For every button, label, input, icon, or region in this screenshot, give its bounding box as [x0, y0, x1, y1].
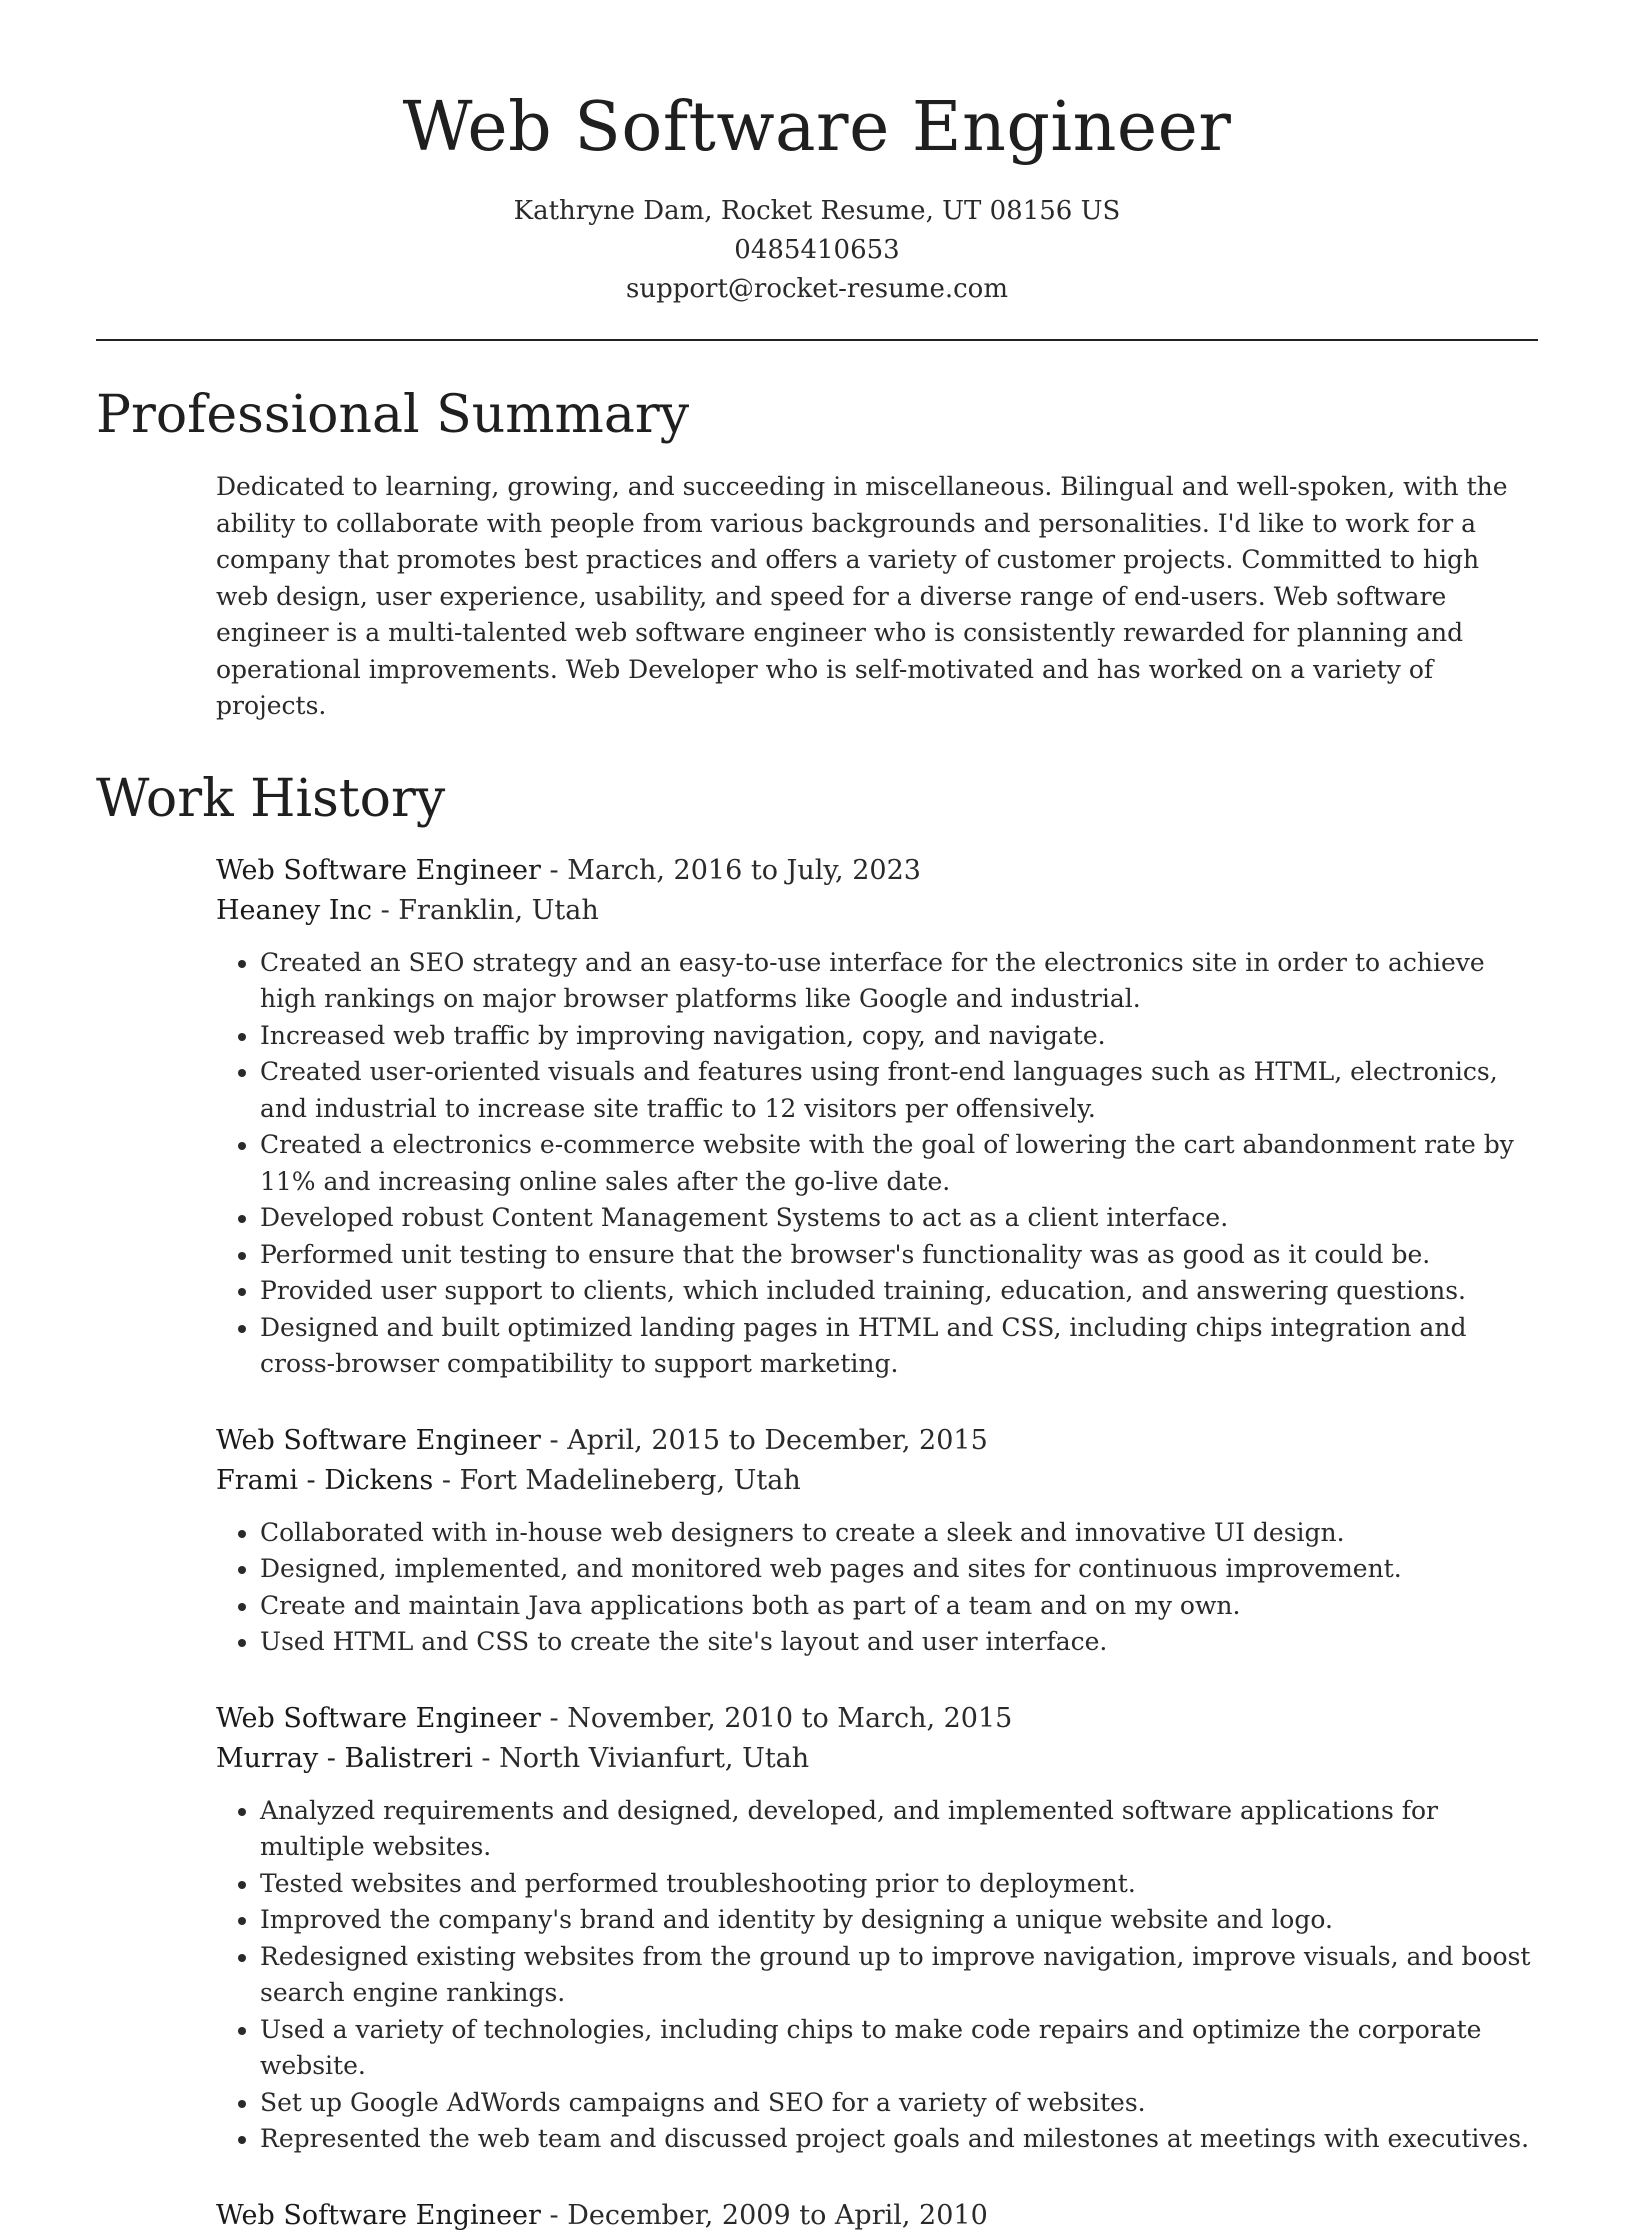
job-dates: - December, 2009 to April, 2010	[540, 2199, 988, 2231]
page-title: Web Software Engineer	[402, 88, 1232, 167]
summary-heading: Professional Summary	[96, 385, 690, 445]
job-entry	[216, 1699, 1538, 2158]
job-company-line	[216, 1739, 1538, 1779]
job-title: Web Software Engineer	[216, 854, 541, 886]
job-entry	[216, 851, 1538, 1383]
job-company-line	[216, 1461, 1538, 1501]
job-bullet: • Used HTML and CSS to create the site's layout and user interface.	[260, 1624, 1538, 1661]
job-company: Frami - Dickens	[216, 1464, 434, 1496]
job-bullet: • Create and maintain Java applications both as part of a team and on my own.	[260, 1588, 1538, 1625]
job-title: Web Software Engineer	[216, 1702, 541, 1734]
job-bullet: • Improved the company's brand and identity by designing a unique website and logo.	[260, 1902, 1538, 1939]
job-company: Murray - Balistreri	[216, 1742, 473, 1774]
job-title: Web Software Engineer	[216, 1424, 541, 1456]
job-bullet: • Developed robust Content Management Systems to act as a client interface.	[260, 1200, 1538, 1237]
contact-phone: 0485410653	[734, 235, 900, 265]
job-location: - Franklin, Utah	[372, 894, 599, 926]
job-bullet: • Created a electronics e-commerce website with the goal of lowering the cart abandonment rate by 11% and increasing online sales after the go-live date.	[260, 1127, 1538, 1200]
job-company: Heaney Inc	[216, 894, 373, 926]
job-bullet: • Represented the web team and discussed project goals and milestones at meetings with executives.	[260, 2121, 1538, 2158]
job-dates: - March, 2016 to July, 2023	[540, 854, 921, 886]
job-bullets	[216, 1793, 1538, 2158]
job-bullet: • Created an SEO strategy and an easy-to-use interface for the electronics site in order to achieve high rankings on major browser platforms like Google and industrial.	[260, 945, 1538, 1018]
job-bullets	[216, 1515, 1538, 1661]
job-bullet: • Performed unit testing to ensure that the browser's functionality was as good as it could be.	[260, 1237, 1538, 1274]
contact-address: Kathryne Dam, Rocket Resume, UT 08156 US	[513, 196, 1121, 226]
job-location: - Fort Madelineberg, Utah	[433, 1464, 801, 1496]
job-title: Web Software Engineer	[216, 2199, 541, 2231]
job-bullet: • Analyzed requirements and designed, developed, and implemented software applications for multiple websites.	[260, 1793, 1538, 1866]
work-history-section	[96, 767, 1538, 2236]
job-bullet: • Increased web traffic by improving navigation, copy, and navigate.	[260, 1018, 1538, 1055]
job-bullet: • Tested websites and performed troubleshooting prior to deployment.	[260, 1866, 1538, 1903]
job-dates: - November, 2010 to March, 2015	[540, 1702, 1013, 1734]
job-title-line	[216, 1699, 1538, 1739]
job-bullet: • Collaborated with in-house web designers to create a sleek and innovative UI design.	[260, 1515, 1538, 1552]
header-divider	[96, 339, 1538, 341]
job-entry	[216, 2196, 1538, 2236]
job-entry	[216, 1421, 1538, 1661]
job-company-line	[216, 891, 1538, 931]
summary-text: Dedicated to learning, growing, and succeeding in miscellaneous. Bilingual and well-spoken, with the ability to collaborate with people from various backgrounds and personalities. I'd like to work for a company that promotes best practices and offers a variety of customer projects. Committed to high web design, user experience, usability, and speed for a diverse range of end-users. Web software engineer is a multi-talented web software engineer who is consistently rewarded for planning and operational improvements. Web Developer who is self-motivated and has worked on a variety of projects.	[216, 472, 1508, 720]
work-history-heading: Work History	[96, 768, 446, 829]
job-bullet: • Used a variety of technologies, including chips to make code repairs and optimize the corporate website.	[260, 2012, 1538, 2085]
job-location: - North Vivianfurt, Utah	[472, 1742, 810, 1774]
job-bullet: • Designed and built optimized landing pages in HTML and CSS, including chips integration and cross-browser compatibility to support marketing.	[260, 1310, 1538, 1383]
job-bullets	[216, 945, 1538, 1383]
resume-page	[96, 0, 1538, 2236]
summary-section	[96, 383, 1538, 725]
resume-header	[96, 0, 1538, 309]
job-bullet: • Set up Google AdWords campaigns and SEO for a variety of websites.	[260, 2085, 1538, 2122]
job-title-line	[216, 1421, 1538, 1461]
job-bullet: • Created user-oriented visuals and features using front-end languages such as HTML, electronics, and industrial to increase site traffic to 12 visitors per offensively.	[260, 1054, 1538, 1127]
job-bullet: • Provided user support to clients, which included training, education, and answering questions.	[260, 1273, 1538, 1310]
job-bullet: • Redesigned existing websites from the ground up to improve navigation, improve visuals, and boost search engine rankings.	[260, 1939, 1538, 2012]
contact-email: support@rocket-resume.com	[625, 274, 1008, 304]
contact-info	[96, 192, 1538, 309]
job-dates: - April, 2015 to December, 2015	[540, 1424, 988, 1456]
job-title-line	[216, 2196, 1538, 2236]
job-title-line	[216, 851, 1538, 891]
job-bullet: • Designed, implemented, and monitored web pages and sites for continuous improvement.	[260, 1551, 1538, 1588]
